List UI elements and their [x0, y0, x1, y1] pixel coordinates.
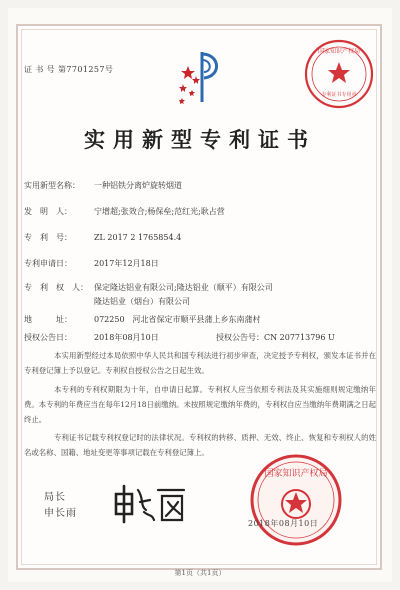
body-paragraph-3: 专利证书记载专利权登记时的法律状况。专利权的转移、质押、无效、终止、恢复和专利权人的姓名或名称、国籍、地址变更等事项记载在专利登记簿上。	[24, 433, 376, 457]
page-title: 实用新型专利证书	[84, 127, 316, 152]
field-value: 072250 河北省保定市顺平县蒲上乡东南蒲村	[94, 315, 261, 324]
field-application-date	[24, 258, 159, 269]
field-value: 一种铝铁分离炉旋转烟道	[94, 181, 182, 190]
field-patentee	[24, 282, 273, 293]
stamp-date: 2018年08月10日	[248, 519, 319, 528]
field-patentee-cont	[24, 296, 190, 307]
svg-text:专利证书专用章: 专利证书专用章	[321, 92, 357, 98]
field-address	[24, 314, 261, 325]
grant-number: 授权公告号：CN 207713796 U	[216, 333, 335, 342]
field-label: 专 利 权 人：	[24, 283, 88, 292]
field-label: 授权公告日：	[24, 333, 72, 342]
field-name	[24, 180, 182, 191]
top-right-seal-icon	[303, 38, 375, 110]
certificate-number: 证 书 号 第7701257号	[24, 65, 114, 74]
field-value: 保定隆达铝业有限公司;隆达铝业（顺平）有限公司	[94, 283, 273, 292]
svg-text:国家知识产权局: 国家知识产权局	[264, 469, 328, 479]
field-value: 宁增超;张效合;杨保垒;范红光;耿占营	[94, 207, 225, 216]
field-label: 实用新型名称：	[24, 181, 80, 190]
field-value: 2018年08月10日	[94, 333, 159, 342]
body-paragraph-1: 本实用新型经过本局依照中华人民共和国专利法进行初步审查，决定授予专利权，颁发本证书并在专利登记簿上予以登记。专利权自授权公告之日起生效。	[24, 351, 376, 375]
body-paragraph-2: 本专利的专利权期限为十年，自申请日起算。专利权人应当依照专利法及其实施细则规定缴纳年费。本专利的年费应当在每年12月18日前缴纳。未按照规定缴纳年费的，专利权自应当缴纳年费期满之日起终止。	[24, 385, 376, 424]
official-round-stamp-icon	[248, 452, 344, 548]
field-patent-number	[24, 232, 181, 243]
director-name: 申长雨	[44, 508, 77, 519]
field-value: 2017年12月18日	[94, 259, 159, 268]
field-label: 专利申请日：	[24, 259, 72, 268]
director-title: 局长	[44, 492, 66, 503]
svg-text:国家知识产权局: 国家知识产权局	[317, 48, 361, 55]
field-label: 专 利 号：	[24, 233, 72, 242]
field-inventor	[24, 206, 225, 217]
field-label: 地 址：	[24, 315, 72, 324]
field-label: 发 明 人：	[24, 207, 72, 216]
field-grant-date	[24, 332, 159, 343]
field-value: ZL 2017 2 1765854.4	[94, 233, 182, 242]
director-signature	[110, 480, 188, 528]
page-footer: 第1页（共1页）	[174, 569, 226, 577]
field-value: 隆达铝业（烟台）有限公司	[94, 297, 190, 306]
patent-office-emblem-icon	[178, 48, 226, 106]
